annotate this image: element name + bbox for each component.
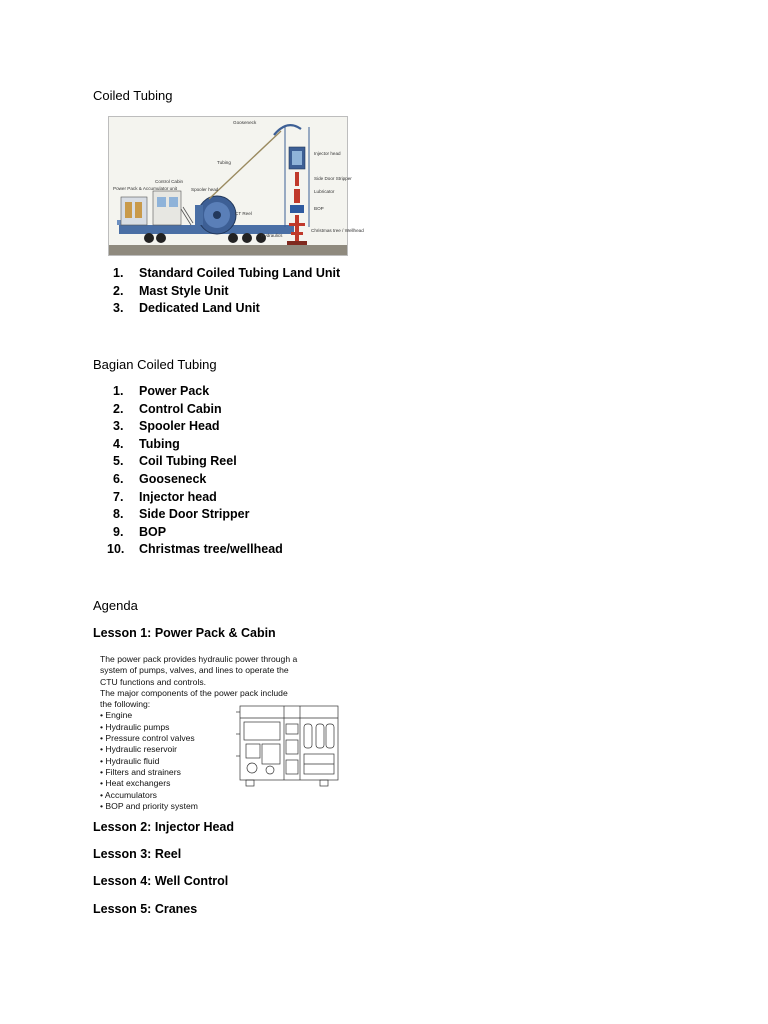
label-control-cabin: Control Cabin xyxy=(155,179,184,184)
lesson-3-heading: Lesson 3: Reel xyxy=(93,847,182,861)
ground xyxy=(109,245,347,255)
list-item: • BOP and priority system xyxy=(100,801,300,812)
label-gooseneck: Gooseneck xyxy=(233,120,257,125)
label-tree: Christmas tree / Wellhead xyxy=(311,228,364,233)
lubricator xyxy=(294,189,300,203)
unit-types-list xyxy=(113,265,340,318)
list-item: • Hydraulic reservoir xyxy=(100,744,300,755)
section-title-coiled-tubing: Coiled Tubing xyxy=(93,88,173,103)
section-title-bagian: Bagian Coiled Tubing xyxy=(93,357,217,372)
section-title-agenda: Agenda xyxy=(93,598,138,613)
list-item: 3. Spooler Head xyxy=(113,419,220,434)
list-item: • Accumulators xyxy=(100,790,300,801)
list-item: 2. Control Cabin xyxy=(113,401,222,416)
lesson-1-heading: Lesson 1: Power Pack & Cabin xyxy=(93,626,276,640)
list-item: 4. Tubing xyxy=(113,436,180,451)
label-hydraulics: Hydraulics xyxy=(261,233,283,238)
power-pack-drawing xyxy=(236,704,342,790)
wheel xyxy=(144,233,154,243)
list-item: 3. Dedicated Land Unit xyxy=(113,301,260,316)
list-item: • Hydraulic fluid xyxy=(100,756,300,767)
list-item: • Hydraulic pumps xyxy=(100,722,300,733)
power-pack-unit xyxy=(121,197,147,225)
bop-stack xyxy=(290,205,304,213)
label-spooler: Spooler head xyxy=(191,187,219,192)
lesson-5-heading: Lesson 5: Cranes xyxy=(93,902,198,916)
parts-list xyxy=(107,383,283,559)
label-stripper: Side Door Stripper xyxy=(314,176,352,181)
power-pack-intro: The power pack provides hydraulic power through a system of pumps, valves, and lines to operate the CTU functions and controls. xyxy=(100,654,298,687)
list-item: 1. Standard Coiled Tubing Land Unit xyxy=(113,266,341,280)
stripper xyxy=(295,172,299,186)
control-cabin xyxy=(153,191,181,225)
list-item: 8. Side Door Stripper xyxy=(113,507,250,522)
christmas-tree xyxy=(295,215,299,241)
list-item: 1. Power Pack xyxy=(113,384,210,398)
label-injector: Injector head xyxy=(314,151,341,156)
list-item: • Pressure control valves xyxy=(100,733,300,744)
coiled-tubing-diagram-svg xyxy=(109,117,364,255)
list-item: 5. Coil Tubing Reel xyxy=(113,454,237,469)
list-item: 9. BOP xyxy=(113,524,167,539)
label-lubricator: Lubricator xyxy=(314,189,335,194)
lesson-2-heading: Lesson 2: Injector Head xyxy=(93,820,235,834)
list-item: 6. Gooseneck xyxy=(113,471,207,486)
label-ct-reel: CT Reel xyxy=(235,211,252,216)
label-power-pack: Power Pack & Accumulator unit xyxy=(113,186,178,191)
list-item: 10. Christmas tree/wellhead xyxy=(107,542,283,557)
list-item: • Engine xyxy=(100,710,300,721)
list-item: 7. Injector head xyxy=(113,489,217,504)
label-tubing: Tubing xyxy=(217,160,231,165)
list-item: • Heat exchangers xyxy=(100,778,300,789)
power-pack-drawing-svg xyxy=(236,704,342,790)
power-pack-major: The major components of the power pack include the following: xyxy=(100,687,288,710)
coiled-tubing-unit-diagram xyxy=(108,116,364,256)
label-bop: BOP xyxy=(314,206,324,211)
lesson-4-heading: Lesson 4: Well Control xyxy=(93,874,229,888)
list-item: 2. Mast Style Unit xyxy=(113,283,229,298)
list-item: • Filters and strainers xyxy=(100,767,300,778)
